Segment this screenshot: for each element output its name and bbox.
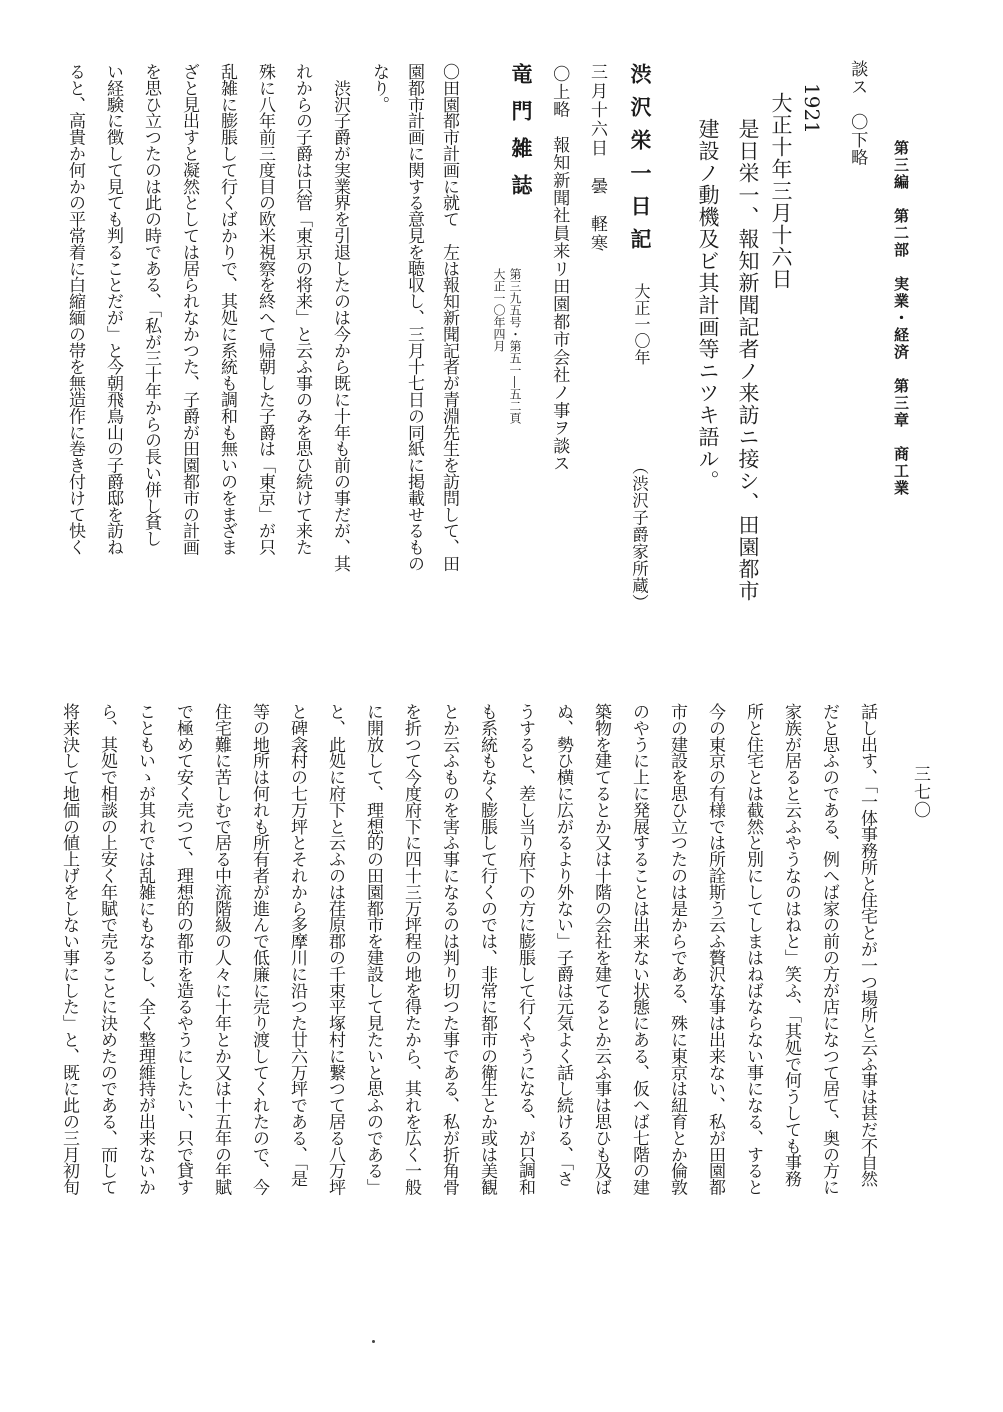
source1-title: 渋沢栄一日記 bbox=[628, 63, 653, 261]
bottom-line-18: 住宅難に苦しむで居る中流階級の人々に十年とか又は十五年の年賦 bbox=[211, 703, 231, 1196]
summary-line-1: 是日栄一、報知新聞記者ノ来訪ニ接シ、田園都市 bbox=[736, 118, 760, 602]
intro-line-3: なり。 bbox=[369, 63, 389, 113]
article-line-3: 殊に八年前三度目の欧米視察を終へて帰朝した子爵は「東京」が只 bbox=[255, 63, 275, 556]
bottom-line-9: ぬ、勢ひ横に広がるより外ない」子爵は元気よく話し続ける、「さ bbox=[553, 703, 573, 1187]
intro-line-1: 〇田園都市計画に就て 左は報知新聞記者が青淵先生を訪問して、田 bbox=[439, 63, 459, 572]
bottom-line-11: も系統もなく膨脹して行くのでは、非常に都市の衛生とか或は美観 bbox=[477, 703, 497, 1196]
bottom-line-13: を折つて今度府下に四十三万坪程の地を得たから、其れを広く一般 bbox=[401, 703, 421, 1196]
source1-holder: （渋沢子爵家所蔵） bbox=[629, 458, 649, 611]
article-line-2: れからの子爵は只管「東京の将来」と云ふ事のみを思ひ続けて来た bbox=[292, 63, 312, 556]
source1-year: 大正一〇年 bbox=[632, 283, 651, 366]
bottom-line-1: 話し出す、「一体事務所と住宅とが一つ場所と云ふ事は甚だ不自然 bbox=[857, 703, 877, 1187]
article-line-7: い経験に徴して見ても判ることだが」と今朝飛鳥山の子爵邸を訪ね bbox=[103, 63, 123, 556]
running-head: 第三編 第二部 実業・経済 第三章 商工業 bbox=[892, 140, 910, 497]
source2-issue: 第三九五号・第五一―五二頁 bbox=[508, 268, 522, 424]
article-line-1: 渋沢子爵が実業界を引退したのは今から既に十年も前の事だが、其 bbox=[330, 63, 350, 572]
bottom-line-5: 今の東京の有様では所詮斯う云ふ贅沢な事は出来ない、私が田園都 bbox=[705, 703, 725, 1196]
bottom-line-2: だと思ふのである、例へば家の前の方が店になつて居て、奥の方に bbox=[819, 703, 839, 1196]
article-line-6: を思ひ立つたのは此の時である、「私が三十年からの長い併し貧し bbox=[141, 63, 161, 547]
bottom-line-14: に開放して、理想的の田園都市を建設して見たいと思ふのである」 bbox=[363, 703, 383, 1196]
top-tail: 談ス 〇下略 bbox=[847, 60, 868, 167]
bottom-line-12: とか云ふものを害ふ事になるのは判り切つた事である、私が折角骨 bbox=[439, 703, 459, 1196]
bottom-line-15: と、此処に府下と云ふのは荏原郡の千束平塚村に繋つて居る八万坪 bbox=[325, 703, 345, 1196]
bottom-line-19: で極めて安く売つて、理想的の都市を造るやうにしたい、只で貸す bbox=[173, 703, 193, 1196]
scan-speck bbox=[372, 1340, 375, 1343]
article-line-5: ざと見出すと凝然としては居られなかつた、子爵が田園都市の計画 bbox=[179, 63, 199, 556]
bottom-line-22: 将来決して地価の値上げをしない事にした」と、既に此の三月初旬 bbox=[59, 703, 79, 1196]
year-label: 1921 bbox=[800, 83, 824, 134]
diary-entry: 〇上略 報知新聞社員来リ田園都市会社ノ事ヲ談ス bbox=[549, 65, 570, 473]
source2-date: 大正一〇年四月 bbox=[492, 268, 506, 352]
bottom-line-20: こともいゝが其れでは乱雑にもなるし、全く整理維持が出来ないか bbox=[135, 703, 155, 1196]
page-number: 三七〇 bbox=[910, 765, 930, 819]
bottom-line-4: 所と住宅とは截然と別にしてしまはねばならない事になる、すると bbox=[743, 703, 763, 1196]
bottom-line-16: と碑衾村の七万坪とそれから多摩川に沿つた廿六万坪である、「是 bbox=[287, 703, 307, 1187]
bottom-line-7: のやうに上に発展することは出来ない状態にある、仮へば七階の建 bbox=[629, 703, 649, 1196]
bottom-line-17: 等の地所は何れも所有者が進んで低廉に売り渡してくれたので、今 bbox=[249, 703, 269, 1196]
bottom-line-8: 築物を建てるとか又は十階の会社を建てるとか云ふ事は思ひも及ば bbox=[591, 703, 611, 1196]
bottom-line-10: うすると、差し当り府下の方に膨脹して行くやうになる、が只調和 bbox=[515, 703, 535, 1196]
article-line-4: 乱雑に膨脹して行くばかりで、其処に系統も調和も無いのをまざま bbox=[217, 63, 237, 556]
entry-date: 大正十年三月十六日 bbox=[769, 92, 793, 290]
bottom-line-3: 家族が居ると云ふやうなのはねと」笑ふ、「其処で何うしても事務 bbox=[781, 703, 801, 1187]
source2-title: 竜門雑誌 bbox=[509, 63, 534, 211]
article-line-8: ると、高貴か何かの平常着に白縮緬の帯を無造作に巻き付けて快く bbox=[65, 63, 85, 556]
intro-line-2: 園都市計画に関する意見を聴収し、三月十七日の同紙に掲載せるもの bbox=[404, 63, 424, 572]
bottom-line-21: ら、其処で相談の上安く年賦で売ることに決めたのである、而して bbox=[97, 703, 117, 1196]
diary-date: 三月十六日 曇 軽寒 bbox=[587, 63, 607, 253]
bottom-line-6: 市の建設を思ひ立つたのは是からである、殊に東京は紐育とか倫敦 bbox=[667, 703, 687, 1196]
summary-line-2: 建設ノ動機及ビ其計画等ニツキ語ル。 bbox=[696, 118, 720, 492]
